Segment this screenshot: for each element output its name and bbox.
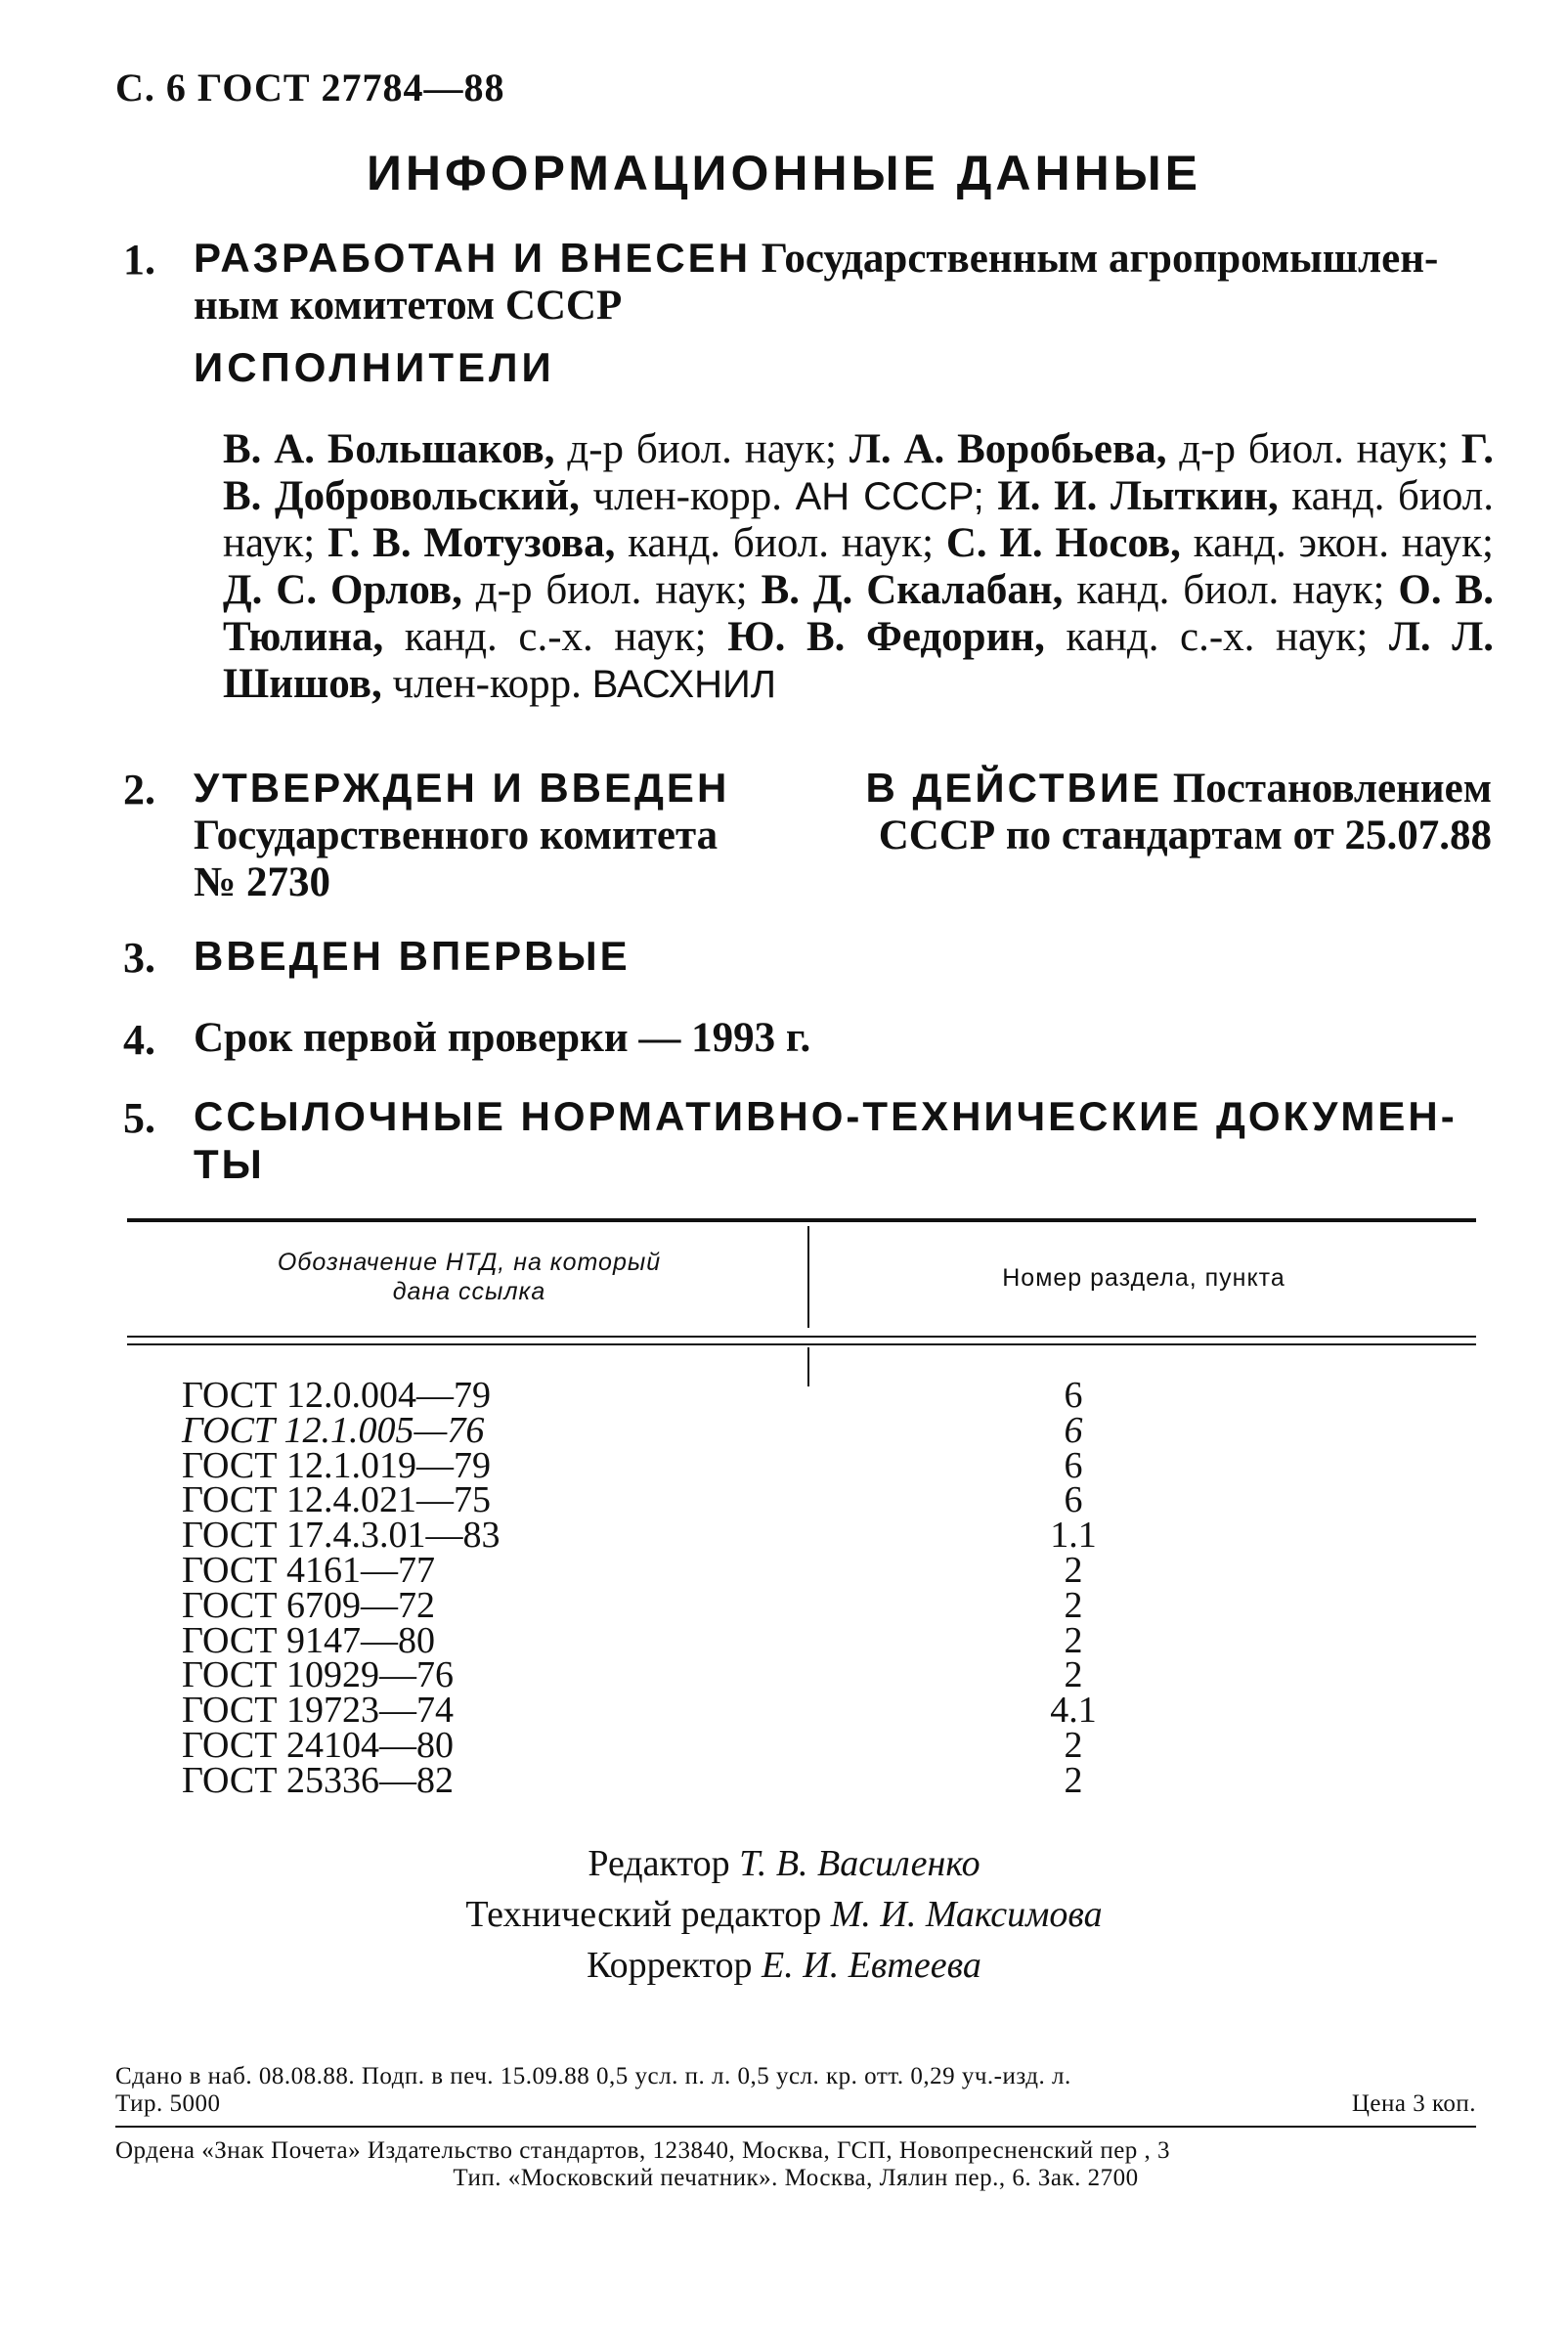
item-caps: ВВЕДЕН ВПЕРВЫЕ	[194, 933, 631, 979]
table-cell: 2	[1064, 1759, 1083, 1801]
item-number: 5.	[123, 1094, 155, 1142]
editorial-credits	[0, 1838, 1568, 1991]
credit-name: М. И. Максимова	[830, 1894, 1103, 1935]
table-cell: 6	[1064, 1375, 1083, 1416]
table-cell: 2	[1064, 1724, 1083, 1766]
item-2	[123, 765, 1492, 906]
header-line: дана ссылка	[392, 1278, 546, 1305]
table-cell: 2	[1064, 1549, 1083, 1591]
table-cell: 6	[1064, 1479, 1083, 1521]
item-caps: РАЗРАБОТАН И ВНЕСЕН	[194, 235, 752, 281]
item-text: Государственного комитета	[194, 813, 719, 858]
person-title: канд. биол. наук;	[1063, 567, 1399, 613]
person-name: О. В. Тюлина,	[223, 567, 1494, 660]
item-1	[123, 235, 1492, 330]
item-number: 2.	[123, 766, 155, 813]
table-cell: ГОСТ 6709—72	[182, 1584, 435, 1626]
item-4	[123, 1015, 1492, 1062]
person-title: канд. с.-х. наук;	[1044, 614, 1389, 660]
table-cell: 2	[1064, 1619, 1083, 1661]
item-caps: ТЫ	[194, 1141, 265, 1187]
printer-line: Тип. «Московский печатник». Москва, Лялин пер., 6. Зак. 2700	[453, 2165, 1139, 2191]
person-name: И. И. Лыткин,	[983, 473, 1279, 519]
item-number: 3.	[123, 934, 155, 982]
table-top-rule	[127, 1218, 1476, 1222]
item-caps: УТВЕРЖДЕН И ВВЕДЕН	[194, 765, 730, 811]
table-cell: ГОСТ 9147—80	[182, 1619, 435, 1661]
item-caps: В ДЕЙСТВИЕ	[865, 765, 1163, 811]
person-name: Ю. В. Федорин,	[727, 614, 1045, 660]
table-cell: ГОСТ 24104—80	[182, 1724, 454, 1766]
performers-list	[223, 426, 1494, 708]
publisher-line: Ордена «Знак Почета» Издательство стандартов, 123840, Москва, ГСП, Новопресненский пер , 3	[115, 2137, 1171, 2164]
person-name: С. И. Носов,	[945, 520, 1181, 566]
print-info	[115, 2063, 1476, 2118]
table-cell: ГОСТ 17.4.3.01—83	[182, 1515, 501, 1557]
person-name: Л. Л. Шишов,	[223, 614, 1495, 707]
page-title: ИНФОРМАЦИОННЫЕ ДАННЫЕ	[366, 146, 1202, 200]
table-header-document	[196, 1248, 743, 1306]
item-number: 4.	[123, 1016, 155, 1064]
person-title: канд. биол. наук;	[223, 473, 1494, 566]
table-cell: 2	[1064, 1584, 1083, 1626]
item-text: Государственным агропромышлен-	[761, 236, 1439, 282]
imprint-divider	[115, 2126, 1476, 2128]
table-cell: 2	[1064, 1654, 1083, 1696]
item-caps: ССЫЛОЧНЫЕ НОРМАТИВНО-ТЕХНИЧЕСКИЕ ДОКУМЕН-	[194, 1093, 1458, 1139]
person-name: Д. С. Орлов,	[223, 567, 462, 613]
person-title: канд. с.-х. наук;	[383, 614, 728, 660]
price: Цена 3 коп.	[1351, 2090, 1476, 2117]
credit-label: Корректор	[587, 1945, 753, 1986]
table-doc-column	[182, 1375, 501, 1801]
person-title: д-р биол. наук;	[554, 426, 849, 472]
item-5	[123, 1093, 1492, 1189]
table-cell: 4.1	[1050, 1690, 1097, 1732]
item-text: ным комитетом СССР	[194, 283, 623, 329]
table-ref-column	[1034, 1375, 1112, 1801]
table-column-divider	[807, 1347, 809, 1386]
table-header-rule	[127, 1336, 1476, 1338]
table-cell: ГОСТ 12.1.005—76	[182, 1409, 485, 1451]
table-cell: ГОСТ 25336—82	[182, 1759, 454, 1801]
table-header-section: Номер раздела, пункта	[1002, 1264, 1285, 1292]
item-3	[123, 933, 1492, 981]
table-cell: 6	[1064, 1409, 1083, 1451]
print-details: Сдано в наб. 08.08.88. Подп. в печ. 15.09.88 0,5 усл. п. л. 0,5 усл. кр. отт. 0,29 уч.-изд. л.	[115, 2063, 1071, 2089]
table-cell: ГОСТ 10929—76	[182, 1654, 454, 1696]
person-title: канд. экон. наук;	[1180, 520, 1495, 566]
table-column-divider	[807, 1226, 809, 1328]
person-org: ВАСХНИЛ	[591, 663, 777, 706]
table-cell: ГОСТ 12.0.004—79	[182, 1375, 491, 1416]
person-title: член-корр.	[579, 473, 796, 519]
person-name: Г. В. Мотузова,	[327, 520, 616, 566]
person-name: В. А. Большаков,	[223, 426, 555, 472]
item-text: Постановлением	[1172, 766, 1492, 812]
person-name: Г. В. Добровольский,	[223, 426, 1495, 519]
person-org: АН СССР;	[795, 475, 984, 518]
person-title: д-р биол. наук;	[461, 567, 762, 613]
credit-label: Технический редактор	[465, 1894, 822, 1935]
performers-heading: ИСПОЛНИТЕЛИ	[194, 344, 555, 390]
page-header: С. 6 ГОСТ 27784—88	[115, 66, 505, 110]
item-number: 1.	[123, 236, 155, 284]
person-title: член-корр.	[381, 661, 592, 707]
item-text: Срок первой проверки — 1993 г.	[194, 1015, 811, 1061]
publisher-info	[115, 2137, 1476, 2192]
table-header-rule	[127, 1343, 1476, 1345]
credit-name: Е. И. Евтеева	[762, 1945, 981, 1986]
table-cell: ГОСТ 19723—74	[182, 1690, 454, 1732]
credit-label: Редактор	[588, 1843, 730, 1884]
person-name: В. Д. Скалабан,	[761, 567, 1064, 613]
table-cell: ГОСТ 12.4.021—75	[182, 1479, 491, 1521]
credit-name: Т. В. Василенко	[739, 1843, 980, 1884]
header-line: Обозначение НТД, на который	[277, 1249, 662, 1276]
table-cell: 1.1	[1050, 1515, 1097, 1557]
person-name: Л. А. Воробьева,	[849, 426, 1167, 472]
table-cell: 6	[1064, 1444, 1083, 1486]
table-cell: ГОСТ 4161—77	[182, 1549, 435, 1591]
item-text: № 2730	[194, 859, 330, 905]
circulation: Тир. 5000	[115, 2090, 221, 2117]
person-title: д-р биол. наук;	[1166, 426, 1461, 472]
item-text: СССР по стандартам от 25.07.88	[878, 813, 1492, 858]
table-cell: ГОСТ 12.1.019—79	[182, 1444, 491, 1486]
person-title: канд. биол. наук;	[615, 520, 946, 566]
